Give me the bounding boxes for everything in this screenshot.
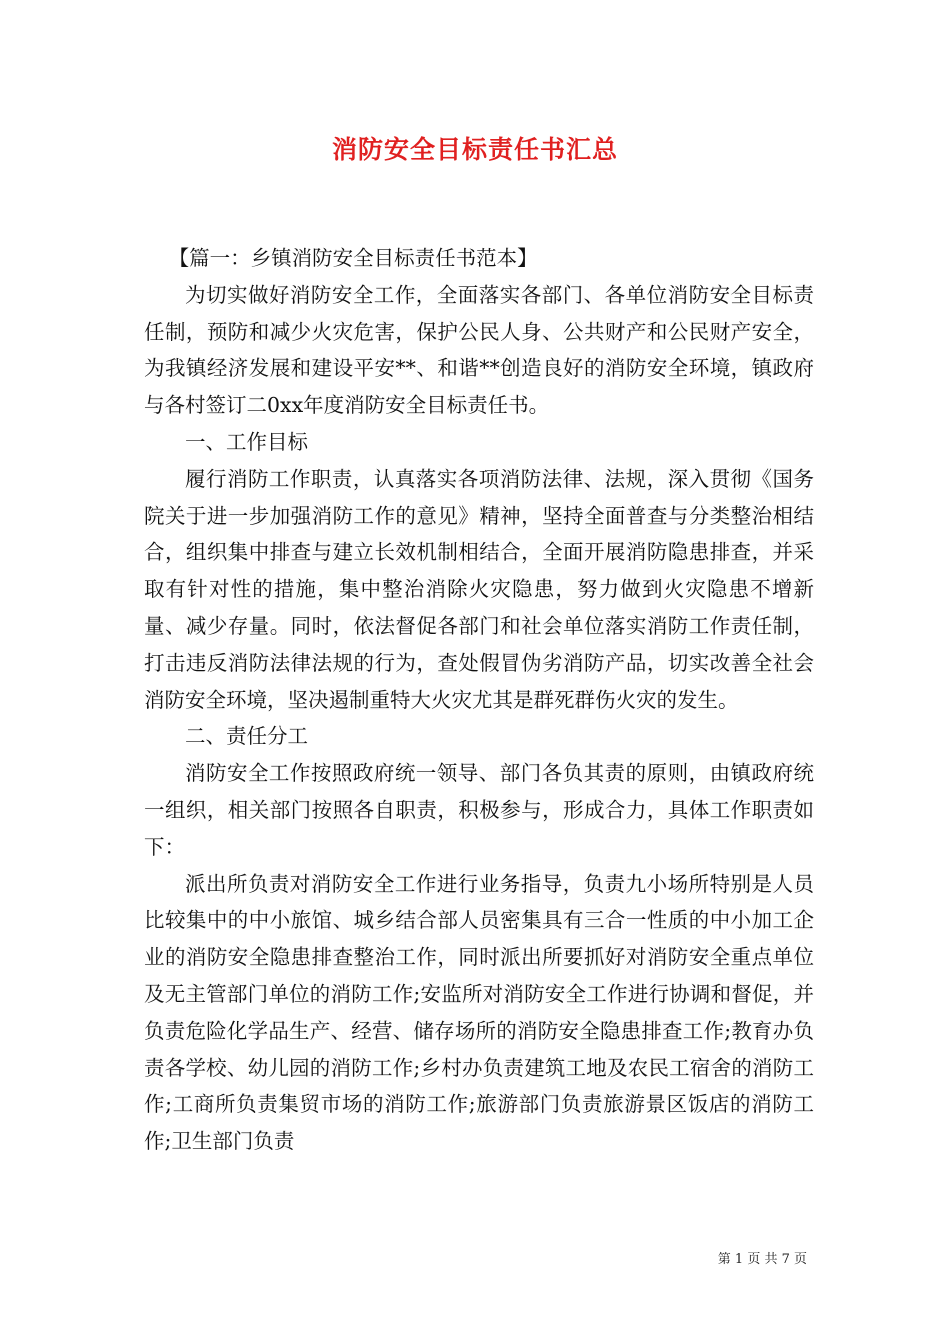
page-title: 消防安全目标责任书汇总 bbox=[331, 135, 618, 164]
intro-paragraph: 为切实做好消防安全工作，全面落实各部门、各单位消防安全目标责任制，预防和减少火灾危害，保护公民人身、公共财产和公民财产安全，为我镇经济发展和建设平安**、和谐**创造良好的消防安全环境，镇政府与各村签订二0xx年度消防安全目标责任书。 bbox=[144, 282, 814, 418]
heading-responsibility: 二、责任分工 bbox=[185, 724, 308, 749]
heading-work-goals: 一、工作目标 bbox=[185, 429, 308, 454]
page-number: 第 1 页 共 7 页 bbox=[717, 1252, 807, 1267]
document-body bbox=[144, 240, 814, 1160]
section-heading: 【篇一：乡镇消防安全目标责任书范本】 bbox=[168, 246, 538, 270]
work-goals-paragraph: 履行消防工作职责，认真落实各项消防法律、法规，深入贯彻《国务院关于进一步加强消防工作的意见》精神，坚持全面普查与分类整治相结合，组织集中排查与建立长效机制相结合，全面开展消防隐患排查，并采取有针对性的措施，集中整治消除火灾隐患，努力做到火灾隐患不增新量、减少存量。同时，依法督促各部门和社会单位落实消防工作责任制，打击违反消防法律法规的行为，查处假冒伪劣消防产品，切实改善全社会消防安全环境，坚决遏制重特大火灾尤其是群死群伤火灾的发生。 bbox=[144, 466, 814, 712]
responsibility-paragraph: 消防安全工作按照政府统一领导、部门各负其责的原则，由镇政府统一组织，相关部门按照各自职责，积极参与，形成合力，具体工作职责如下： bbox=[144, 761, 814, 859]
duties-paragraph: 派出所负责对消防安全工作进行业务指导，负责九小场所特别是人员比较集中的中小旅馆、城乡结合部人员密集具有三合一性质的中小加工企业的消防安全隐患排查整治工作，同时派出所要抓好对消防安全重点单位及无主管部门单位的消防工作;安监所对消防安全工作进行协调和督促，并负责危险化学品生产、经营、储存场所的消防安全隐患排查工作;教育办负责各学校、幼儿园的消防工作;乡村办负责建筑工地及农民工宿舍的消防工作;工商所负责集贸市场的消防工作;旅游部门负责旅游景区饭店的消防工作;卫生部门负责 bbox=[144, 871, 814, 1154]
